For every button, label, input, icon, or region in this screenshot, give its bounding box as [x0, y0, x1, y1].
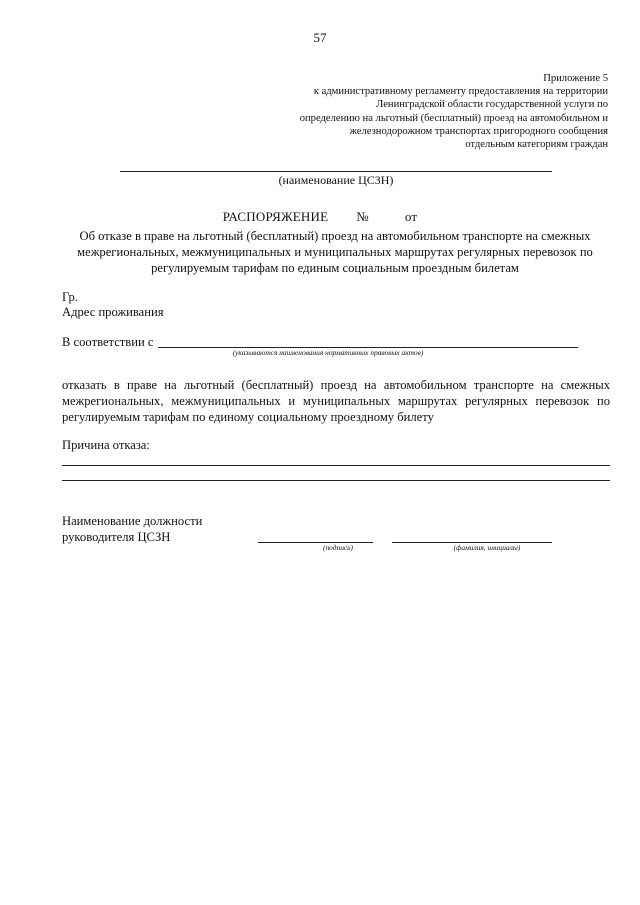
order-number-label: № — [356, 209, 369, 224]
decision-line: регулируемым тарифам по единому социальному проездному билету — [62, 410, 434, 424]
position-label-line1: Наименование должности — [62, 514, 203, 528]
appendix-reference — [248, 72, 608, 151]
decision-line: межрегиональных, межмуниципальных и муниципальных маршрутах регулярных перевозок по — [62, 394, 610, 408]
order-title: РАСПОРЯЖЕНИЕ — [222, 209, 329, 224]
reason-line-2 — [62, 480, 610, 481]
appendix-line: Приложение 5 — [543, 73, 608, 84]
page-number: 57 — [313, 30, 327, 45]
cszn-name-line — [120, 171, 552, 172]
signature-hint: (подпись) — [323, 543, 353, 552]
name-hint: (фамилия, инициалы) — [453, 543, 521, 552]
reason-line-1 — [62, 465, 610, 466]
appendix-line: железнодорожном транспортах пригородного сообщения — [349, 125, 608, 137]
accordance-label: В соответствии с — [62, 335, 154, 349]
order-title-row — [0, 209, 640, 225]
appendix-line: Ленинградской области государственной услуги по — [376, 99, 608, 111]
appendix-line: отдельным категориям граждан — [465, 139, 608, 151]
order-subject-line: регулируемым тарифам по единым социальным проездным билетам — [151, 261, 519, 275]
appendix-line: определению на льготный (бесплатный) проезд на автомобильном и — [299, 112, 608, 124]
decision-paragraph — [62, 377, 610, 425]
order-subject-line: Об отказе в праве на льготный (бесплатный) проезд на автомобильном транспорте на смежных — [79, 229, 591, 243]
order-date-label: от — [404, 209, 418, 224]
decision-line: отказать в праве на льготный (бесплатный) проезд на автомобильном транспорте на смежных — [62, 378, 610, 392]
order-subject-line: межрегиональных, межмуниципальных и муниципальных маршрутах регулярных перевозок по — [77, 245, 593, 259]
cszn-caption: (наименование ЦСЗН) — [278, 173, 394, 187]
address-label: Адрес проживания — [62, 305, 164, 319]
appendix-line: к административному регламенту предоставления на территории — [313, 86, 608, 98]
position-label-line2: руководителя ЦСЗН — [62, 530, 171, 544]
citizen-label: Гр. — [62, 290, 78, 304]
reason-label: Причина отказа: — [62, 438, 150, 452]
order-subject — [60, 228, 610, 276]
accordance-hint: (указываются наименования нормативных правовых актов) — [232, 348, 424, 357]
